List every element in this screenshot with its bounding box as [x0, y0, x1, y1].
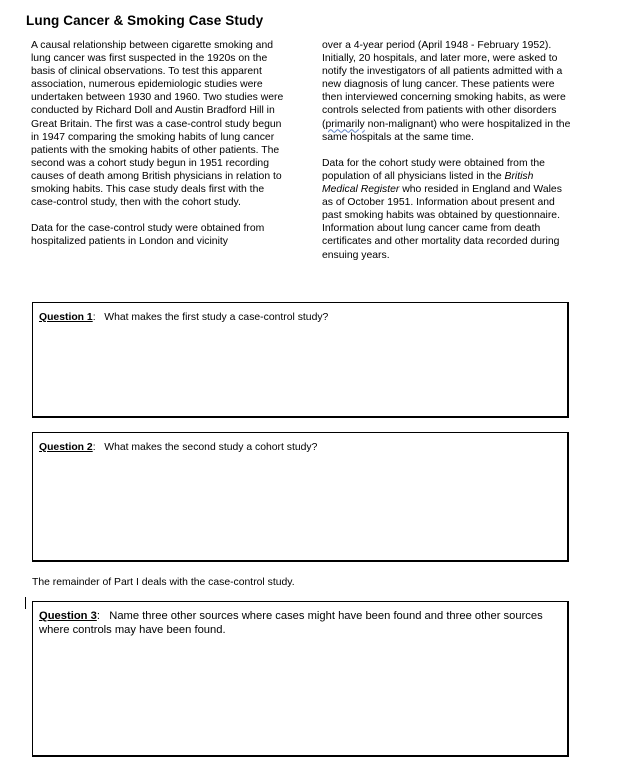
- cohort-data-paragraph: [322, 157, 572, 262]
- hospital-notification-paragraph: [322, 39, 572, 144]
- text-run: who resided in England and Wales as of October 1951. Information about present and past smoking habits was obtained by questionnaire. Information about lung cancer came from death certificates and other mortality data recorded during ensuing years.: [322, 184, 562, 261]
- intro-paragraph: A causal relationship between cigarette smoking and lung cancer was first suspected in the 1920s on the basis of clinical observations. To test this apparent association, numerous epidemiologic studies were undertaken between 1930 and 1960. Two studies were conducted by Richard Doll and Austin Bradford Hill in Great Britain. The first was a case-control study begun in 1947 comparing the smoking habits of lung cancer patients with the smoking habits of other patients. The second was a cohort study begun in 1951 recording causes of death among British physicians in relation to smoking habits. This case study deals first with the case-control study, then with the cohort study.: [31, 40, 284, 209]
- register-name: British Medical Register: [322, 170, 534, 196]
- question-text: What makes the first study a case-control study?: [104, 312, 329, 323]
- text-run: Data for the cohort study were obtained from the population of all physicians listed in the: [322, 157, 545, 182]
- question-1-answer-box[interactable]: [32, 302, 569, 418]
- question-3-answer-box[interactable]: [32, 601, 569, 757]
- page-title: Lung Cancer & Smoking Case Study: [26, 13, 264, 28]
- spellcheck-flagged-word[interactable]: primarily: [325, 118, 365, 130]
- text-cursor: [25, 597, 26, 609]
- question-1-prompt: Question 1: What makes the first study a case-control study?: [39, 312, 329, 323]
- text-run: over a 4-year period (April 1948 - February 1952). Initially, 20 hospitals, and later more, were asked to notify the investigators of all patients admitted with a new diagnosis of lung cancer. These patients were then interviewed concerning smoking habits, as were controls selected from patients with other disorders (: [322, 40, 566, 130]
- remainder-note: The remainder of Part I deals with the case-control study.: [32, 577, 295, 588]
- case-control-data-paragraph: Data for the case-control study were obtained from hospitalized patients in London and vicinity: [31, 223, 265, 248]
- question-label: Question 2: [39, 442, 93, 453]
- question-label: Question 3: [39, 610, 97, 622]
- question-label: Question 1: [39, 312, 93, 323]
- right-column: [322, 39, 572, 275]
- left-column: [31, 39, 291, 262]
- text-run: non-malignant) who were hospitalized in the same hospitals at the same time.: [322, 118, 571, 143]
- question-text: Name three other sources where cases might have been found and three other sources where controls may have been found.: [39, 610, 543, 636]
- question-text: What makes the second study a cohort study?: [104, 442, 318, 453]
- question-3-prompt: Question 3: Name three other sources where cases might have been found and three other sources where controls may have been found.: [39, 610, 543, 636]
- question-2-answer-box[interactable]: [32, 432, 569, 562]
- question-2-prompt: Question 2: What makes the second study a cohort study?: [39, 442, 318, 453]
